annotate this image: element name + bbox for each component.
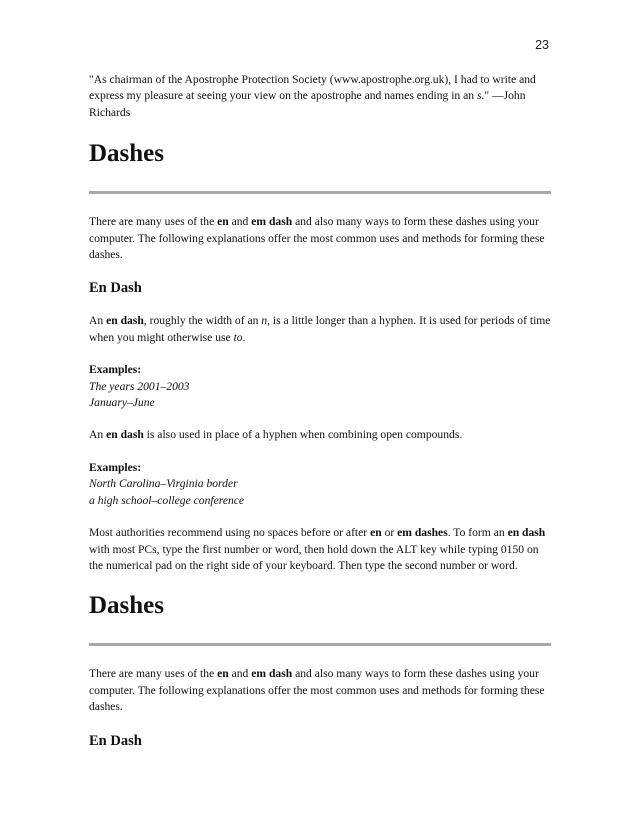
heading-rule	[89, 643, 551, 646]
section-heading-dashes: Dashes	[89, 140, 165, 168]
intro-paragraph: There are many uses of the en and em dash and also many ways to form these dashes using your computer. The following explanations offer the most common uses and methods for forming these dashes.	[89, 215, 545, 262]
open-compounds-paragraph: An en dash is also used in place of a hyphen when combining open compounds.	[89, 428, 463, 442]
opening-quote: "As chairman of the Apostrophe Protection Society (www.apostrophe.org.uk), I had to write and express my pleasure at seeing your view on the apostrophe and names ending in an s." —John Richards	[89, 73, 536, 119]
subheading-en-dash: En Dash	[89, 732, 142, 749]
example-item: The years 2001–2003	[89, 379, 190, 393]
example-item: January–June	[89, 396, 155, 410]
page-content	[89, 72, 551, 750]
example-item: a high school–college conference	[89, 493, 245, 507]
subheading-en-dash: En Dash	[89, 280, 142, 297]
page-number: 23	[535, 38, 549, 52]
intro-paragraph: There are many uses of the en and em dash and also many ways to form these dashes using your computer. The following explanations offer the most common uses and methods for forming these dashes.	[89, 667, 545, 714]
heading-rule	[89, 191, 551, 194]
example-item: North Carolina–Virginia border	[89, 477, 238, 491]
section-heading-dashes: Dashes	[89, 592, 165, 620]
examples-label: Examples:	[89, 363, 142, 377]
authorities-paragraph: Most authorities recommend using no spaces before or after en or em dashes. To form an en dash with most PCs, type the first number or word, then hold down the ALT key while typing 0150 on the numerical pad on the right side of your keyboard. Then type the second number or word.	[89, 526, 546, 572]
examples-label: Examples:	[89, 460, 142, 474]
en-dash-definition: An en dash, roughly the width of an n, is a little longer than a hyphen. It is used for periods of time when you might otherwise use to.	[89, 314, 551, 344]
